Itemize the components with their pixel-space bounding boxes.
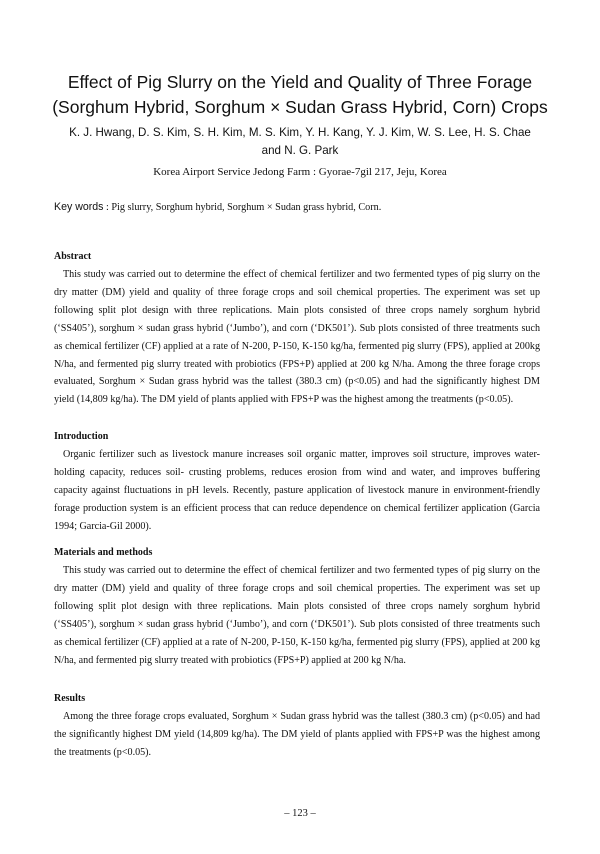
- abstract-section: [54, 250, 540, 409]
- methods-body: This study was carried out to determine the effect of chemical fertilizer and two fermented types of pig slurry on the dry matter (DM) yield and quality of three forage crops and soil chemical properties. The experiment was set up following split plot design with three replications. Main plots consisted of three crops namely sorghum hybrid (‘SS405’), sorghum × sudan grass hybrid (‘Jumbo’), and corn (‘DK501’). Sub plots consisted of three treatments such as chemical fertilizer (CF) applied at a rate of N-200, P-150, K-150 kg/ha, fermented pig slurry (FPS), applied at 200 kg N/ha, and fermented pig slurry treated with probiotics (FPS+P) applied at 200 kg N/ha.: [54, 565, 540, 666]
- abstract-heading: Abstract: [54, 251, 92, 262]
- methods-heading: Materials and methods: [54, 547, 153, 558]
- title-line-2: (Sorghum Hybrid, Sorghum × Sudan Grass Hybrid, Corn) Crops: [52, 97, 548, 117]
- page-number: – 123 –: [284, 808, 316, 819]
- introduction-heading: Introduction: [54, 431, 109, 442]
- title-line-1: Effect of Pig Slurry on the Yield and Quality of Three Forage: [67, 72, 533, 92]
- author-list: [40, 124, 560, 160]
- introduction-body: Organic fertilizer such as livestock manure increases soil organic matter, improves soil structure, improves water-holding capacity, reduces soil- crusting problems, reduces erosion from wind and water, and improves buffering capacity against fluctuations in pH levels. Recently, pasture application of livestock manure in environment-friendly forage production system is an efficient process that can reduce dependence on chemical fertilizer application (Garcia 1994; Garcia-Gil 2000).: [54, 449, 540, 532]
- authors-line-1: K. J. Hwang, D. S. Kim, S. H. Kim, M. S. Kim, Y. H. Kang, Y. J. Kim, W. S. Lee, H. S. Chae: [69, 126, 531, 139]
- paper-title: [40, 70, 560, 120]
- keywords-label: Key words: [54, 201, 104, 213]
- methods-section: [54, 546, 540, 669]
- results-section: [54, 692, 540, 762]
- results-body: Among the three forage crops evaluated, Sorghum × Sudan grass hybrid was the tallest (380.3 cm) (p<0.05) and had the significantly highest DM yield (14,809 kg/ha). The DM yield of plants applied with FPS+P was the highest among the treatments (p<0.05).: [54, 711, 540, 758]
- results-heading: Results: [54, 693, 86, 704]
- keywords-text: : Pig slurry, Sorghum hybrid, Sorghum × Sudan grass hybrid, Corn.: [103, 202, 382, 213]
- introduction-section: [54, 430, 540, 536]
- keywords: [54, 200, 554, 215]
- authors-line-2: and N. G. Park: [261, 144, 339, 157]
- affiliation: Korea Airport Service Jedong Farm : Gyorae-7gil 217, Jeju, Korea: [153, 166, 447, 178]
- abstract-body: This study was carried out to determine the effect of chemical fertilizer and two fermented types of pig slurry on the dry matter (DM) yield and quality of three forage crops and soil chemical properties. The experiment was set up following split plot design with three replications. Main plots consisted of three crops namely sorghum hybrid (‘SS405’), sorghum × sudan grass hybrid (‘Jumbo’), and corn (‘DK501’). Sub plots consisted of three treatments such as chemical fertilizer (CF) applied at a rate of N-200, P-150, K-150 kg/ha, fermented pig slurry (FPS), applied at 200kg N/ha, and fermented pig slurry treated with probiotics (FPS+P) applied at 200 kg N/ha. Among the three forage crops evaluated, Sorghum × Sudan grass hybrid was the tallest (380.3 cm) (p<0.05) and had the significantly highest DM yield (14,809 kg/ha). The DM yield of plants applied with FPS+P was the highest among the treatments (p<0.05).: [54, 269, 540, 406]
